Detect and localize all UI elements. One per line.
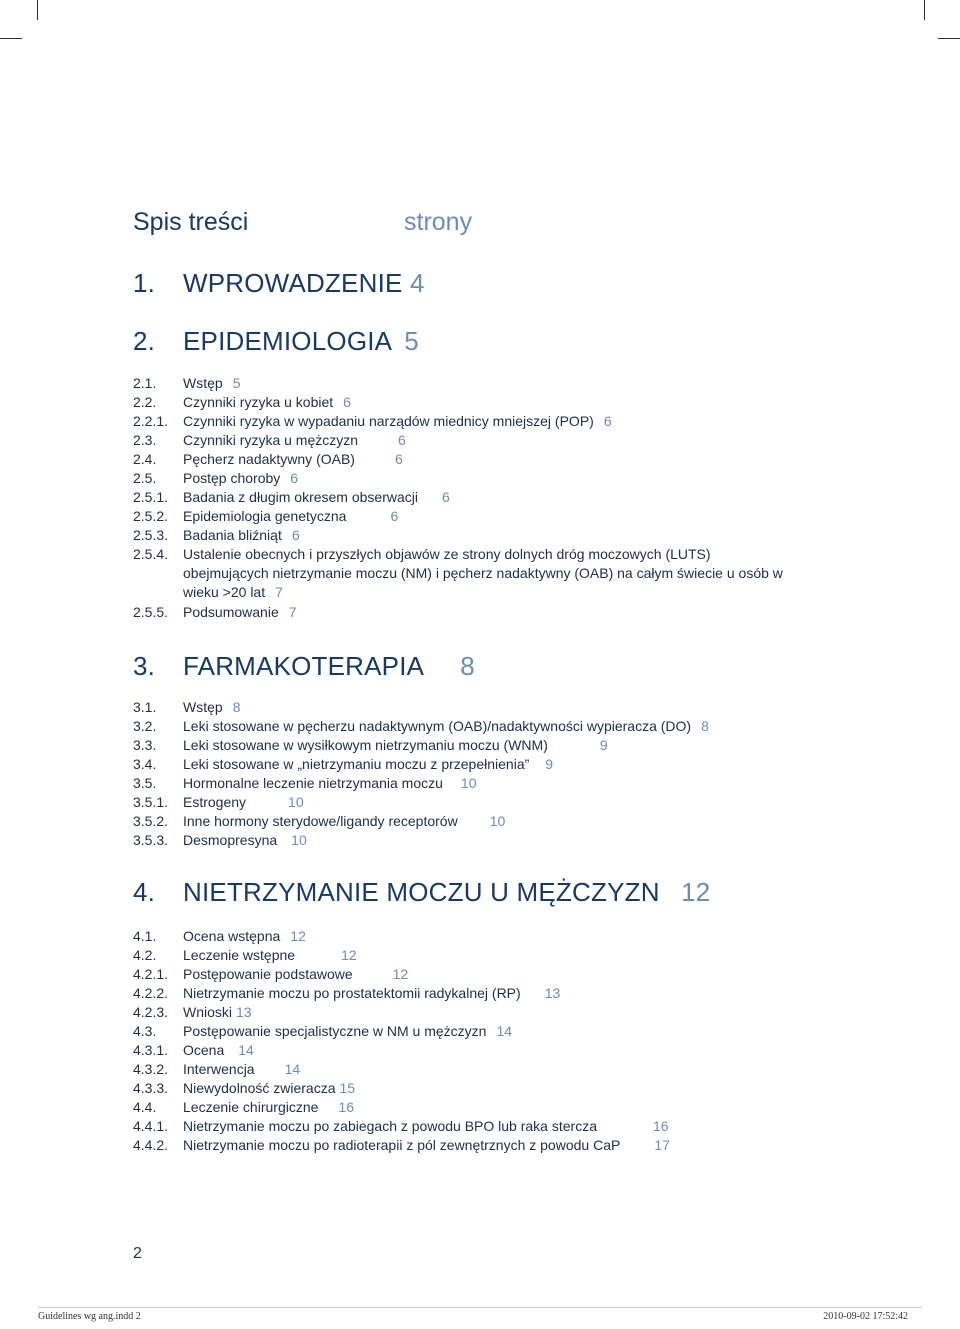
entry-page: 6 bbox=[390, 508, 399, 524]
crop-mark bbox=[37, 0, 38, 20]
entry-number: 4.4.2. bbox=[133, 1137, 169, 1153]
entry-number: 2.2. bbox=[133, 394, 157, 410]
entry-page: 15 bbox=[339, 1080, 356, 1096]
entry-page: 16 bbox=[338, 1099, 354, 1115]
section-page: 4 bbox=[409, 268, 425, 298]
entry-number: 4.3.1. bbox=[133, 1042, 169, 1058]
section-number: 2. bbox=[133, 326, 156, 356]
entry-number: 4.4. bbox=[133, 1099, 157, 1115]
entry-text: Ustalenie obecnych i przyszłych objawów ze strony dolnych dróg moczowych (LUTS) obejmujących nietrzymanie moczu (NM) i pęcherz nadaktywny (OAB) na całym świecie u osób w wieku >20 lat bbox=[183, 546, 783, 600]
entry-page: 7 bbox=[275, 584, 283, 600]
toc-heading bbox=[133, 208, 473, 237]
crop-mark bbox=[0, 38, 22, 39]
footer-file: Guidelines wg ang.indd 2 bbox=[38, 1311, 141, 1322]
entry-number: 3.4. bbox=[133, 756, 157, 772]
entry-text: Czynniki ryzyka u mężczyzn bbox=[183, 432, 359, 448]
entry-page: 8 bbox=[701, 718, 709, 734]
entry-number: 2.5.4. bbox=[133, 546, 169, 562]
entry-text: Inne hormony sterydowe/ligandy receptorów bbox=[183, 813, 458, 829]
footer-rule bbox=[38, 1307, 922, 1308]
entry-number: 2.5.5. bbox=[133, 604, 169, 620]
section-number: 4. bbox=[133, 877, 156, 907]
entry-text: Niewydolność zwieracza bbox=[183, 1080, 336, 1096]
entry-page: 10 bbox=[460, 775, 477, 791]
entry-page: 8 bbox=[232, 699, 241, 715]
entry-text: Estrogeny bbox=[183, 794, 247, 810]
entry-number: 2.3. bbox=[133, 432, 157, 448]
entry-page: 6 bbox=[603, 413, 612, 429]
entry-number: 4.3.3. bbox=[133, 1080, 169, 1096]
entry-page: 6 bbox=[290, 470, 299, 486]
entry-page: 14 bbox=[284, 1061, 301, 1077]
entry-number: 3.5. bbox=[133, 775, 157, 791]
section-number: 3. bbox=[133, 651, 156, 681]
section-3 bbox=[133, 651, 475, 682]
entry-page: 17 bbox=[654, 1137, 670, 1153]
entry-number: 3.5.1. bbox=[133, 794, 169, 810]
entry-page: 10 bbox=[288, 794, 304, 810]
entry-text: Hormonalne leczenie nietrzymania moczu bbox=[183, 775, 443, 791]
entry-number: 3.5.3. bbox=[133, 832, 169, 848]
entry-number: 4.4.1. bbox=[133, 1118, 169, 1134]
entry-number: 2.5.3. bbox=[133, 527, 169, 543]
entry-number: 3.1. bbox=[133, 699, 157, 715]
entry-page: 9 bbox=[599, 737, 608, 753]
section-2 bbox=[133, 326, 419, 357]
entry-number: 4.3.2. bbox=[133, 1061, 169, 1077]
section-1 bbox=[133, 268, 425, 299]
entry-number: 4.2.1. bbox=[133, 966, 169, 982]
entry-number: 2.1. bbox=[133, 375, 157, 391]
section-title: FARMAKOTERAPIA bbox=[183, 651, 423, 681]
entry-text: Wnioski bbox=[183, 1004, 233, 1020]
entry-text: Nietrzymanie moczu po radioterapii z pól zewnętrznych z powodu CaP bbox=[183, 1137, 621, 1153]
entry-page: 12 bbox=[392, 966, 409, 982]
entry-text: Postępowanie specjalistyczne w NM u mężczyzn bbox=[183, 1023, 487, 1039]
entry-page: 5 bbox=[232, 375, 241, 391]
section-title: WPROWADZENIE bbox=[183, 268, 403, 298]
entry-page: 10 bbox=[489, 813, 506, 829]
entry-page: 6 bbox=[291, 527, 300, 543]
entry-text: Leczenie wstępne bbox=[183, 947, 296, 963]
entry-number: 3.3. bbox=[133, 737, 157, 753]
entry-text: Epidemiologia genetyczna bbox=[183, 508, 347, 524]
section-page: 8 bbox=[460, 651, 475, 681]
entry-number: 2.4. bbox=[133, 451, 157, 467]
entry-text: Postępowanie podstawowe bbox=[183, 966, 353, 982]
pages-column-label: strony bbox=[404, 208, 473, 236]
entry-text: Leki stosowane w pęcherzu nadaktywnym (OAB)/nadaktywności wypieracza (DO) bbox=[183, 718, 692, 734]
section-number: 1. bbox=[133, 268, 156, 298]
entry-text: Badania bliźniąt bbox=[183, 527, 282, 543]
entry-page: 6 bbox=[343, 394, 351, 410]
entry-number: 4.2. bbox=[133, 947, 157, 963]
entry-text: Pęcherz nadaktywny (OAB) bbox=[183, 451, 355, 467]
crop-mark bbox=[938, 38, 960, 39]
entry-page: 13 bbox=[236, 1004, 252, 1020]
entry-text: Podsumowanie bbox=[183, 604, 279, 620]
entry-number: 4.2.3. bbox=[133, 1004, 169, 1020]
entry-text: Wstęp bbox=[183, 699, 223, 715]
section-page: 12 bbox=[681, 877, 711, 907]
entry-number: 2.5. bbox=[133, 470, 157, 486]
entry-page: 12 bbox=[290, 928, 306, 944]
entry-number: 3.5.2. bbox=[133, 813, 169, 829]
entry-text: Czynniki ryzyka w wypadaniu narządów miednicy mniejszej (POP) bbox=[183, 413, 594, 429]
entry-page: 6 bbox=[442, 489, 450, 505]
entry-text: Leki stosowane w wysiłkowym nietrzymaniu moczu (WNM) bbox=[183, 737, 548, 753]
entry-text: Wstęp bbox=[183, 375, 223, 391]
section-title: EPIDEMIOLOGIA bbox=[183, 326, 391, 356]
section-4 bbox=[133, 877, 710, 908]
entry-page: 13 bbox=[544, 985, 561, 1001]
entry-page: 10 bbox=[291, 832, 307, 848]
entry-number: 2.2.1. bbox=[133, 413, 169, 429]
page-number: 2 bbox=[133, 1245, 142, 1262]
entry-number: 4.3. bbox=[133, 1023, 157, 1039]
entry-text: Nietrzymanie moczu po prostatektomii radykalnej (RP) bbox=[183, 985, 521, 1001]
entry-number: 2.5.1. bbox=[133, 489, 169, 505]
entry-text: Interwencja bbox=[183, 1061, 255, 1077]
entry-page: 12 bbox=[341, 947, 357, 963]
toc-title: Spis treści bbox=[133, 208, 249, 236]
entry-page: 9 bbox=[545, 756, 554, 772]
entry-page: 16 bbox=[652, 1118, 669, 1134]
entry-number: 3.2. bbox=[133, 718, 157, 734]
entry-page: 14 bbox=[238, 1042, 254, 1058]
footer-timestamp: 2010-09-02 17:52:42 bbox=[823, 1311, 908, 1322]
entry-text: Leki stosowane w „nietrzymaniu moczu z przepełnienia” bbox=[183, 756, 530, 772]
entry-text: Postęp choroby bbox=[183, 470, 281, 486]
entry-page: 6 bbox=[398, 432, 406, 448]
section-title: NIETRZYMANIE MOCZU U MĘŻCZYZN bbox=[183, 877, 660, 907]
entry-number: 4.1. bbox=[133, 928, 157, 944]
entry-text: Desmopresyna bbox=[183, 832, 278, 848]
entry-text: Badania z długim okresem obserwacji bbox=[183, 489, 418, 505]
entry-text: Ocena bbox=[183, 1042, 225, 1058]
entry-number: 2.5.2. bbox=[133, 508, 169, 524]
entry-text: Leczenie chirurgiczne bbox=[183, 1099, 319, 1115]
crop-mark bbox=[924, 0, 925, 20]
entry-text: Czynniki ryzyka u kobiet bbox=[183, 394, 334, 410]
entry-page: 6 bbox=[394, 451, 403, 467]
entry-number: 4.2.2. bbox=[133, 985, 169, 1001]
entry-text: Ocena wstępna bbox=[183, 928, 281, 944]
section-page: 5 bbox=[404, 326, 419, 356]
entry-page: 14 bbox=[496, 1023, 513, 1039]
entry-page: 7 bbox=[288, 604, 297, 620]
entry-text: Nietrzymanie moczu po zabiegach z powodu BPO lub raka stercza bbox=[183, 1118, 597, 1134]
